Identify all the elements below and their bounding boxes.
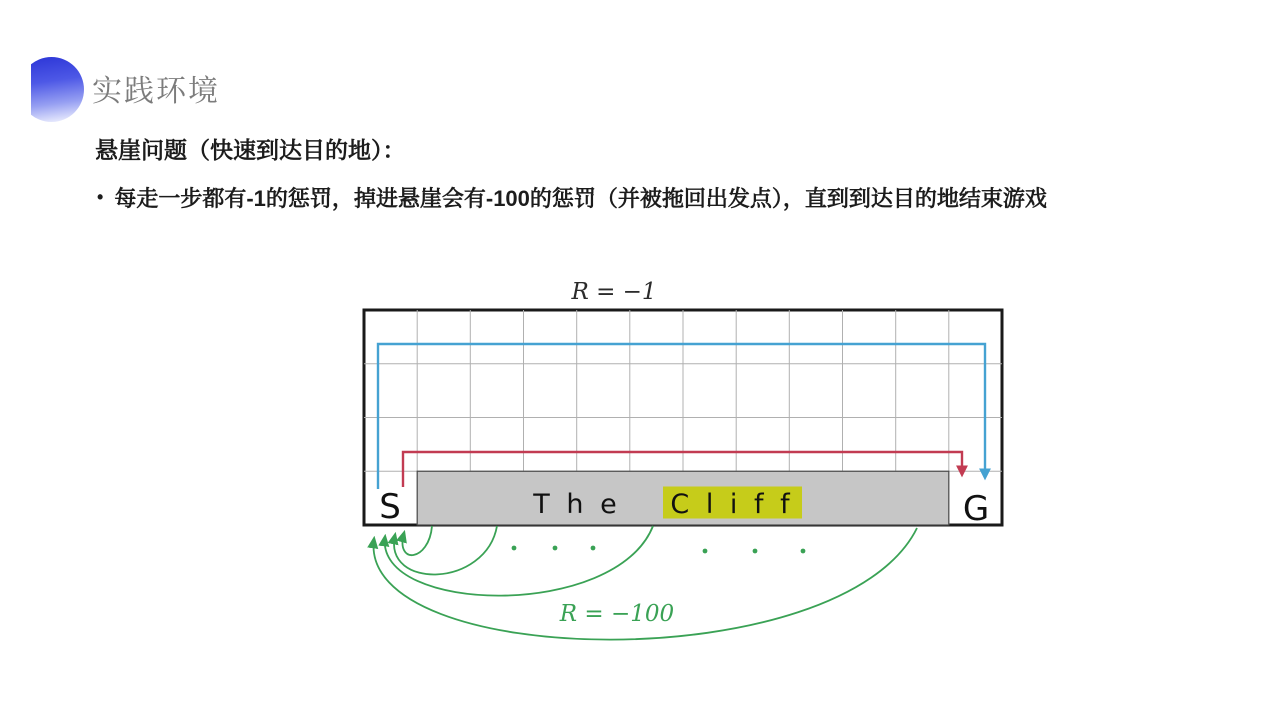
bullet-item <box>97 182 1047 213</box>
fall-arc-1 <box>402 526 432 555</box>
cliff-walking-svg <box>340 270 1050 675</box>
cliff-walking-diagram <box>340 270 1050 675</box>
title-orb-icon <box>31 57 84 122</box>
goal-cell-label: G <box>962 489 990 529</box>
cliff-word-the: T h e <box>533 489 621 520</box>
fall-arc-2 <box>394 526 497 574</box>
ellipsis-dots <box>512 546 806 554</box>
slide-subtitle: 悬崖问题（快速到达目的地）： <box>95 137 406 163</box>
cliff-word-cliff: C l i f f <box>670 489 794 520</box>
start-cell-label: S <box>379 487 401 527</box>
fall-arc-3 <box>385 526 653 596</box>
reward-cliff-label: R = −100 <box>559 601 675 627</box>
page-title: 实践环境 <box>92 75 220 108</box>
bullet-marker: • <box>97 187 104 207</box>
bullet-text: 每走一步都有-1的惩罚，掉进悬崖会有-100的惩罚（并被拖回出发点），直到到达目的地结束游戏 <box>114 186 1047 211</box>
reward-step-label: R = −1 <box>571 279 657 305</box>
